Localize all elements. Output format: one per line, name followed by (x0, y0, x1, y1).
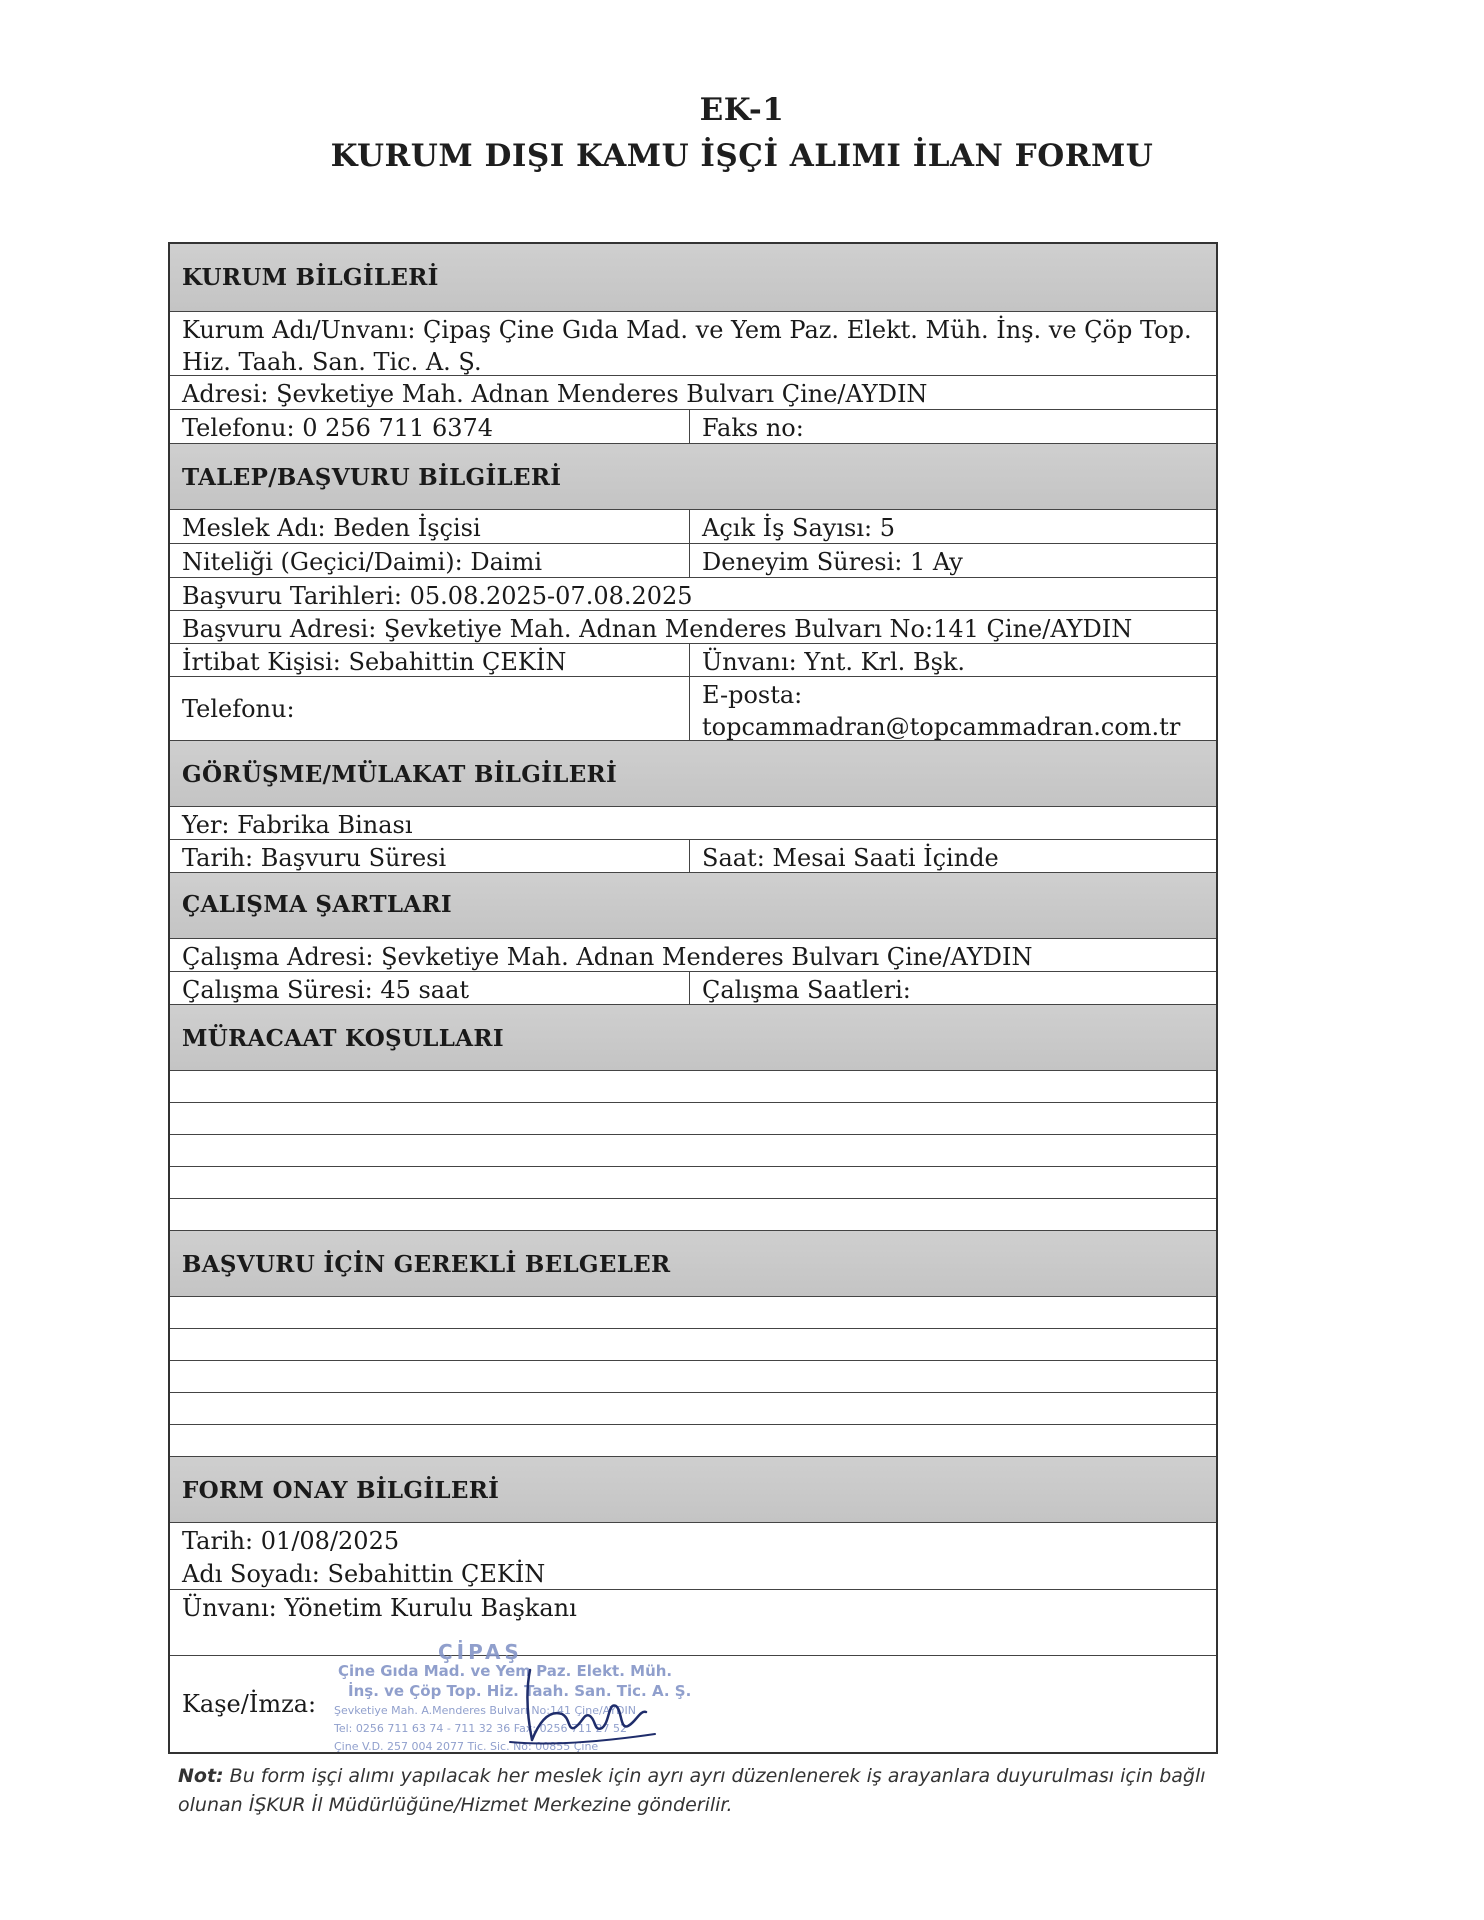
blank-line (170, 1297, 1216, 1329)
stamp-line: Çine V.D. 257 004 2077 Tic. Sic. No: 00855 Çine (334, 1740, 599, 1753)
stamp-line: Tel: 0256 711 63 74 - 711 32 36 Fax: 0256 711 27 52 (334, 1722, 628, 1735)
stamp-signature-label: Kaşe/İmza: (182, 1690, 317, 1718)
stamp-line: İnş. ve Çöp Top. Hiz. Taah. San. Tic. A. Ş. (348, 1682, 692, 1700)
footnote (178, 1762, 1238, 1820)
section-header-belgeler (170, 1231, 1216, 1297)
section-title: ÇALIŞMA ŞARTLARI (182, 891, 452, 918)
blank-line (170, 1071, 1216, 1103)
occupation: Meslek Adı: Beden İşçisi (170, 510, 690, 543)
section-title: BAŞVURU İÇİN GEREKLİ BELGELER (182, 1251, 671, 1278)
interview-location: Yer: Fabrika Binası (182, 811, 413, 839)
note-text: Bu form işçi alımı yapılacak her meslek için ayrı ayrı düzenlenerek iş arayanlara duyurulması için bağlı olunan İŞKUR İl Müdürlüğüne/Hizmet Merkezine gönderilir. (178, 1765, 1206, 1816)
contact-title: Ünvanı: Ynt. Krl. Bşk. (702, 648, 966, 676)
section-header-onay (170, 1457, 1216, 1523)
blank-line (170, 1199, 1216, 1231)
section-title: KURUM BİLGİLERİ (182, 264, 439, 291)
annex-label: EK-1 (699, 92, 785, 128)
employment-type: Niteliği (Geçici/Daimi): Daimi (170, 544, 690, 577)
form-title: KURUM DIŞI KAMU İŞÇİ ALIMI İLAN FORMU (330, 138, 1154, 174)
institution-name: Kurum Adı/Unvanı: Çipaş Çine Gıda Mad. ve Yem Paz. Elekt. Müh. İnş. ve Çöp Top. Hiz. Taah. San. Tic. A. Ş. (182, 316, 1192, 376)
application-dates: Başvuru Tarihleri: 05.08.2025-07.08.2025 (182, 582, 693, 610)
stamp-line: ÇİPAŞ (438, 1640, 523, 1664)
contact-phone: Telefonu: (170, 677, 690, 740)
experience-duration: Deneyim Süresi: 1 Ay (702, 548, 963, 576)
interview-time: Saat: Mesai Saati İçinde (702, 844, 999, 872)
section-header-calisma (170, 873, 1216, 939)
work-duration: Çalışma Süresi: 45 saat (170, 972, 690, 1004)
blank-line (170, 1361, 1216, 1393)
blank-line (170, 1135, 1216, 1167)
section-header-talep (170, 444, 1216, 510)
handwritten-signature (470, 1650, 670, 1760)
blank-line (170, 1329, 1216, 1361)
work-hours: Çalışma Saatleri: (702, 976, 911, 1004)
blank-line (170, 1167, 1216, 1199)
section-title: FORM ONAY BİLGİLERİ (182, 1477, 500, 1504)
work-address: Çalışma Adresi: Şevketiye Mah. Adnan Menderes Bulvarı Çine/AYDIN (182, 943, 1033, 971)
institution-phone: Telefonu: 0 256 711 6374 (170, 410, 690, 443)
approver-name: Adı Soyadı: Sebahittin ÇEKİN (182, 1560, 546, 1588)
blank-line (170, 1103, 1216, 1135)
interview-date: Tarih: Başvuru Süresi (170, 840, 690, 872)
section-header-kurum (170, 244, 1216, 312)
section-title: GÖRÜŞME/MÜLAKAT BİLGİLERİ (182, 761, 617, 788)
blank-line (170, 1425, 1216, 1457)
section-header-muracaat (170, 1005, 1216, 1071)
email-label: E-posta: (702, 681, 803, 709)
section-title: TALEP/BAŞVURU BİLGİLERİ (182, 464, 562, 491)
stamp-line: Çine Gıda Mad. ve Yem Paz. Elekt. Müh. (338, 1662, 673, 1680)
note-label: Not: (178, 1765, 224, 1787)
application-address: Başvuru Adresi: Şevketiye Mah. Adnan Menderes Bulvarı No:141 Çine/AYDIN (182, 615, 1133, 643)
stamp-line: Şevketiye Mah. A.Menderes Bulvarı No:141 Çine/AYDIN (334, 1704, 637, 1717)
section-header-gorusme (170, 741, 1216, 807)
approval-date: Tarih: 01/08/2025 (182, 1527, 400, 1555)
open-positions: Açık İş Sayısı: 5 (702, 514, 896, 542)
institution-fax: Faks no: (702, 414, 804, 442)
email-address: topcammadran@topcammadran.com.tr (702, 713, 1181, 741)
job-posting-form (168, 242, 1218, 1754)
approver-title: Ünvanı: Yönetim Kurulu Başkanı (182, 1594, 577, 1622)
contact-person: İrtibat Kişisi: Sebahittin ÇEKİN (170, 644, 690, 676)
section-title: MÜRACAAT KOŞULLARI (182, 1025, 504, 1052)
contact-email-cell (690, 677, 1216, 740)
institution-address: Adresi: Şevketiye Mah. Adnan Menderes Bulvarı Çine/AYDIN (182, 380, 928, 408)
blank-line (170, 1393, 1216, 1425)
